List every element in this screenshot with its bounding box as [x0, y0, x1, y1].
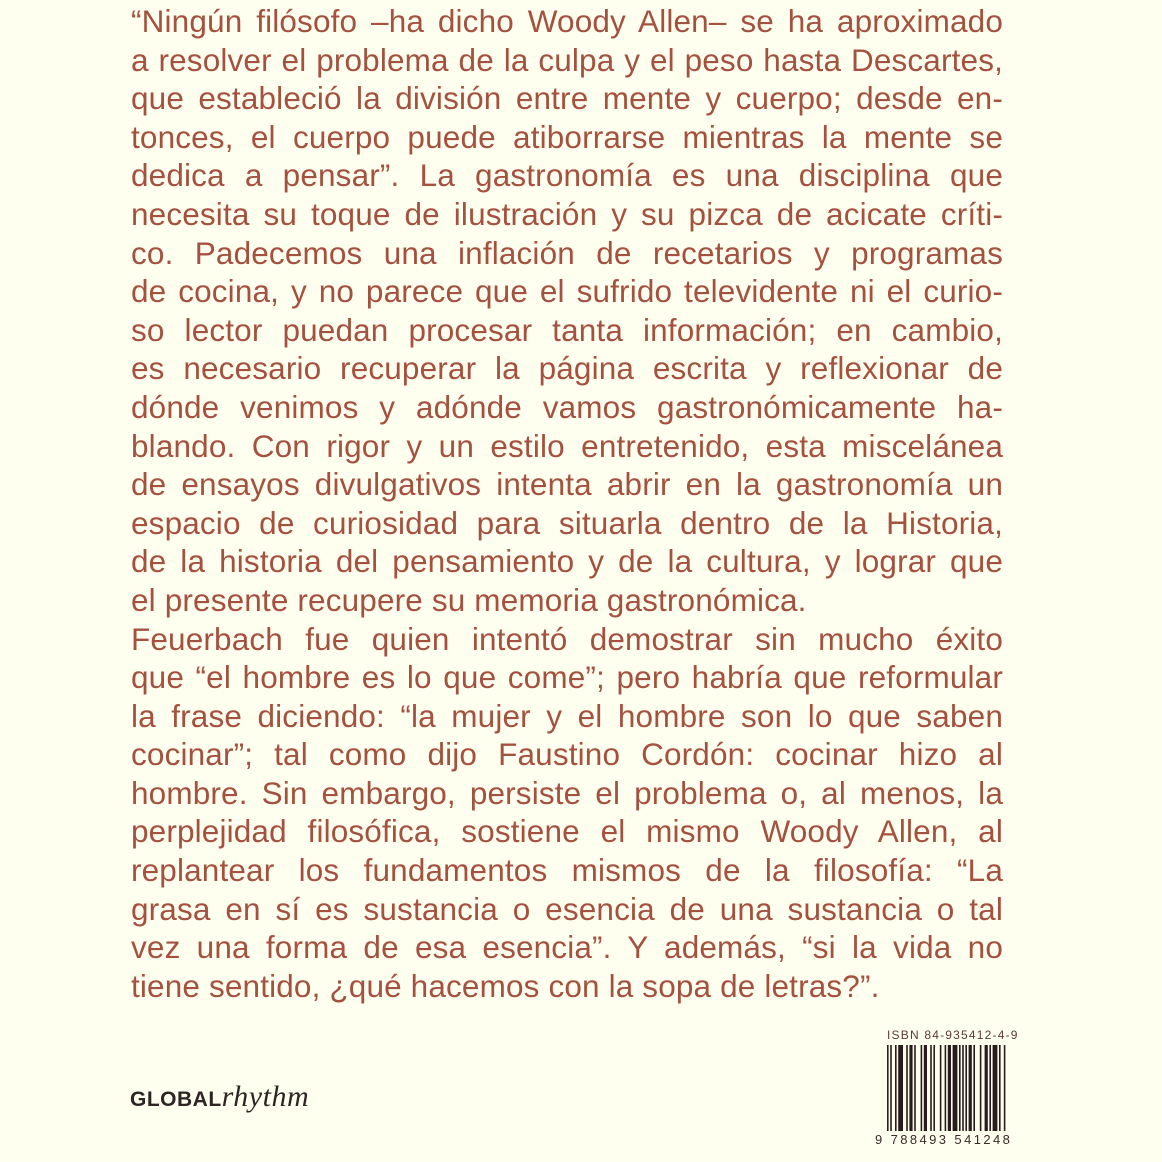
blurb-line: tonces, el cuerpo puede atiborrarse mientras la mente se — [131, 118, 1003, 155]
blurb-line: dedica a pensar”. La gastronomía es una disciplina que — [131, 157, 1003, 194]
blurb-line: “Ningún filósofo –ha dicho Woody Allen– se ha aproximado — [131, 3, 1003, 39]
barcode-bar — [940, 1045, 942, 1131]
blurb-line: perplejidad filosófica, sostiene el mismo Woody Allen, al — [131, 813, 1003, 850]
blurb-line: cocinar”; tal como dijo Faustino Cordón: cocinar hizo al — [131, 736, 1003, 773]
blurb-line: co. Padecemos una inflación de recetarios y programas — [131, 234, 1003, 271]
barcode-bar — [887, 1045, 889, 1131]
isbn-number: ISBN 84-935412-4-9 — [887, 1028, 1019, 1042]
barcode-bar — [962, 1045, 964, 1131]
blurb-line: necesita su toque de ilustración y su pizca de acicate críti- — [131, 195, 1003, 232]
barcode-bar — [953, 1045, 958, 1131]
blurb-line: de cocina, y no parece que el sufrido televidente ni el curio- — [131, 273, 1003, 310]
barcode-bar — [985, 1045, 988, 1131]
barcode-bar — [895, 1045, 897, 1131]
barcode-bar — [965, 1045, 967, 1131]
blurb-line: es necesario recuperar la página escrita y reflexionar de — [131, 350, 1003, 387]
blurb-line: que “el hombre es lo que come”; pero habría que reformular — [131, 659, 1003, 696]
blurb-line: grasa en sí es sustancia o esencia de una sustancia o tal — [131, 890, 1003, 927]
barcode-bar — [898, 1045, 903, 1131]
isbn-barcode — [875, 1028, 1019, 1154]
blurb-line: replantear los fundamentos mismos de la filosofía: “La — [131, 852, 1003, 889]
blurb-line: vez una forma de esa esencia”. Y además, “si la vida no — [131, 929, 1003, 966]
blurb-line: so lector puedan procesar tanta información; en cambio, — [131, 311, 1003, 348]
barcode-bar — [890, 1045, 892, 1131]
barcode-bar — [930, 1045, 932, 1131]
barcode-bar — [914, 1045, 916, 1131]
blurb-line: dónde venimos y adónde vamos gastronómicamente ha- — [131, 388, 1003, 425]
barcode-bar — [993, 1045, 998, 1131]
publisher-logo-bold: GLOBAL — [130, 1088, 222, 1111]
barcode-bar — [980, 1045, 982, 1131]
blurb-line: la frase diciendo: “la mujer y el hombre son lo que saben — [131, 697, 1003, 734]
blurb-line: espacio de curiosidad para situarla dentro de la Historia, — [131, 504, 1003, 541]
barcode-bar — [948, 1045, 951, 1131]
barcode-bar — [989, 1045, 991, 1131]
barcode-bar — [999, 1045, 1001, 1131]
barcode-bar — [924, 1045, 927, 1131]
barcode-bar — [921, 1045, 923, 1131]
barcode-bar — [969, 1045, 972, 1131]
barcode-bar — [945, 1045, 947, 1131]
barcode-bar — [909, 1045, 912, 1131]
blurb-line: tiene sentido, ¿qué hacemos con la sopa de letras?”. — [131, 967, 880, 1004]
barcode-bar — [906, 1045, 908, 1131]
publisher-logo — [130, 1080, 309, 1120]
ean-number: 9 788493 541248 — [875, 1132, 1013, 1147]
barcode-bar — [933, 1045, 935, 1131]
publisher-logo-italic: rhythm — [221, 1080, 310, 1113]
barcode-bar — [973, 1045, 975, 1131]
blurb-line: de la historia del pensamiento y de la cultura, y lograr que — [131, 543, 1003, 580]
blurb-line: Feuerbach fue quien intentó demostrar sin mucho éxito — [131, 620, 1003, 657]
blurb-line: el presente recupere su memoria gastronómica. — [131, 581, 807, 618]
blurb-line: a resolver el problema de la culpa y el peso hasta Descartes, — [131, 41, 1003, 78]
blurb-line: hombre. Sin embargo, persiste el problema o, al menos, la — [131, 774, 1003, 811]
blurb-line: de ensayos divulgativos intenta abrir en la gastronomía un — [131, 466, 1003, 503]
back-cover-blurb — [131, 0, 1003, 1005]
blurb-line: que estableció la división entre mente y cuerpo; desde en- — [131, 80, 1003, 117]
barcode-bar — [959, 1045, 961, 1131]
barcode-bars-icon — [875, 1045, 1007, 1133]
barcode-bar — [1004, 1045, 1006, 1131]
blurb-line: blando. Con rigor y un estilo entretenido, esta miscelánea — [131, 427, 1003, 464]
